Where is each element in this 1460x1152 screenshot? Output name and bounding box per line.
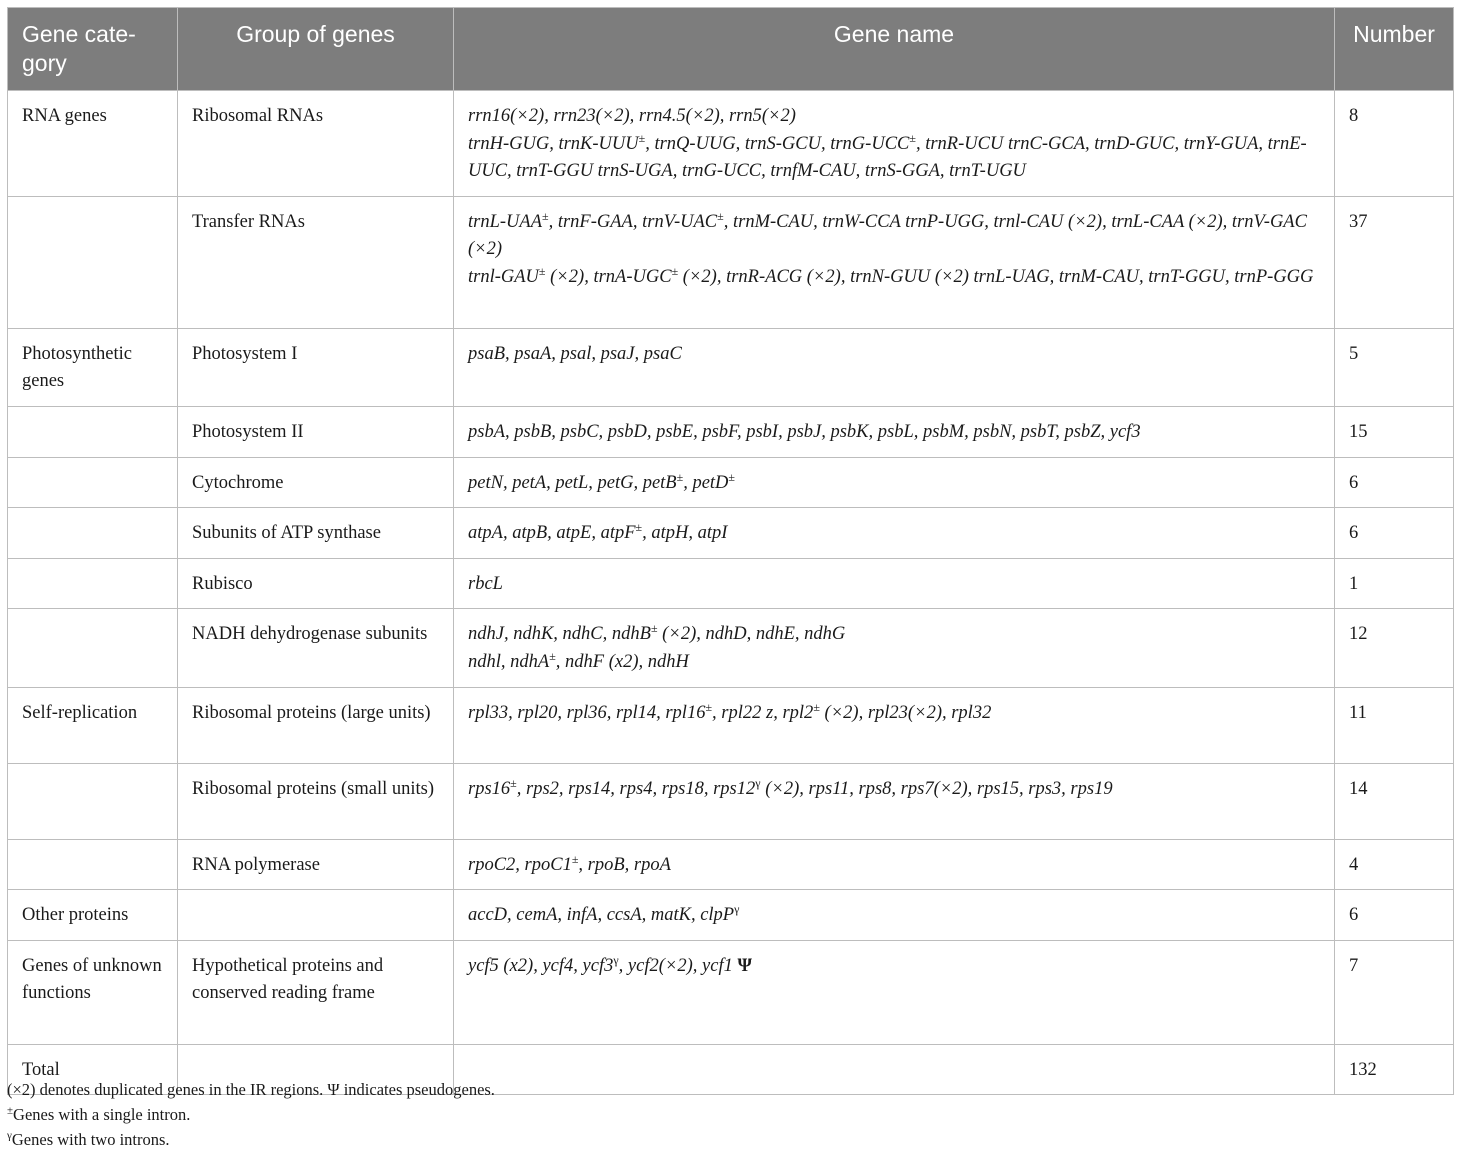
table-row (8, 406, 1454, 457)
category-cell (8, 609, 178, 687)
category-cell: RNA genes (8, 91, 178, 197)
gene-name-cell: accD, cemA, infA, ccsA, matK, clpP$^\gamma$ (454, 890, 1335, 941)
category-cell (8, 508, 178, 559)
footnote-two-introns: $^\gamma$Genes with two introns. (7, 1129, 170, 1149)
table-row (8, 609, 1454, 687)
gene-table (7, 7, 1454, 1095)
gene-name-cell: rps16±, rps2, rps14, rps4, rps18, $rps12^\gamma$ (×2), rps11, rps8, rps7(×2), rps15, rps3, rps19 (454, 763, 1335, 839)
group-cell: Subunits of ATP synthase (178, 508, 454, 559)
group-cell: NADH dehydrogenase subunits (178, 609, 454, 687)
gene-name-cell: atpA, atpB, atpE, atpF±, atpH, atpI (454, 508, 1335, 559)
category-cell (8, 457, 178, 508)
group-cell: Transfer RNAs (178, 196, 454, 328)
group-cell: Ribosomal RNAs (178, 91, 454, 197)
table-row (8, 508, 1454, 559)
number-cell: 7 (1335, 940, 1454, 1044)
gene-name-cell: petN, petA, petL, petG, petB±, petD± (454, 457, 1335, 508)
category-cell (8, 839, 178, 890)
number-cell: 8 (1335, 91, 1454, 197)
category-cell: Total (8, 1044, 178, 1095)
table-row (8, 328, 1454, 406)
number-cell: 37 (1335, 196, 1454, 328)
gene-name-cell: rrn16(×2), rrn23(×2), rrn4.5(×2), rrn5(×2) trnH-GUG, trnK-UUU±, trnQ-UUG, trnS-GCU, trnG-UCC±, trnR-UCU trnC-GCA, trnD-GUC, trnY-GUA, trnE-UUC, trnT-GGU trnS-UGA, trnG-UCC, trnfM-CAU, trnS-GGA, trnT-UGU (454, 91, 1335, 197)
category-cell (8, 558, 178, 609)
number-cell: 5 (1335, 328, 1454, 406)
group-cell: Photosystem II (178, 406, 454, 457)
gene-name-cell (454, 1044, 1335, 1095)
group-cell (178, 890, 454, 941)
gene-name-cell: psaB, psaA, psal, psaJ, psaC (454, 328, 1335, 406)
gene-name-cell: rpoC2, rpoC1±, rpoB, rpoA (454, 839, 1335, 890)
header-gene-name: Gene name (454, 8, 1335, 91)
number-cell: 132 (1335, 1044, 1454, 1095)
table-row (8, 687, 1454, 763)
category-cell: Genes of unknown functions (8, 940, 178, 1044)
group-cell: Rubisco (178, 558, 454, 609)
gene-name-cell: rpl33, rpl20, rpl36, rpl14, rpl16±, rpl22 z, rpl2± (×2), rpl23(×2), rpl32 (454, 687, 1335, 763)
gene-name-cell: trnL-UAA±, trnF-GAA, trnV-UAC±, trnM-CAU, trnW-CCA trnP-UGG, trnl-CAU (×2), trnL-CAA (×2), trnV-GAC (×2) trnl-GAU± (×2), trnA-UGC± (×2), trnR-ACG (×2), trnN-GUU (×2) trnL-UAG, trnM-CAU, trnT-GGU, trnP-GGG (454, 196, 1335, 328)
number-cell: 6 (1335, 457, 1454, 508)
gene-name-cell: ycf5 (x2), ycf4, $ycf3^\gamma$, ycf2(×2), ycf1 Ψ (454, 940, 1335, 1044)
category-cell: Self-replication (8, 687, 178, 763)
table-row (8, 196, 1454, 328)
gene-name-cell: psbA, psbB, psbC, psbD, psbE, psbF, psbI, psbJ, psbK, psbL, psbM, psbN, psbT, psbZ, ycf3 (454, 406, 1335, 457)
number-cell: 6 (1335, 890, 1454, 941)
footnote-single-intron: ±Genes with a single intron. (7, 1104, 191, 1124)
number-cell: 14 (1335, 763, 1454, 839)
number-cell: 4 (1335, 839, 1454, 890)
group-cell: Cytochrome (178, 457, 454, 508)
table-row (8, 91, 1454, 197)
header-row (8, 8, 1454, 91)
category-cell (8, 763, 178, 839)
table-row (8, 940, 1454, 1044)
table-row (8, 839, 1454, 890)
number-cell: 15 (1335, 406, 1454, 457)
header-number: Number (1335, 8, 1454, 91)
group-cell: Photosystem I (178, 328, 454, 406)
header-gene-category: Gene cate- gory (8, 8, 178, 91)
category-cell (8, 406, 178, 457)
gene-name-cell: rbcL (454, 558, 1335, 609)
group-cell: Hypothetical proteins and conserved reading frame (178, 940, 454, 1044)
number-cell: 1 (1335, 558, 1454, 609)
number-cell: 6 (1335, 508, 1454, 559)
header-group-of-genes: Group of genes (178, 8, 454, 91)
group-cell: Ribosomal proteins (small units) (178, 763, 454, 839)
psi-symbol: Ψ (737, 955, 752, 976)
number-cell: 11 (1335, 687, 1454, 763)
category-cell: Other proteins (8, 890, 178, 941)
gene-name-cell: ndhJ, ndhK, ndhC, ndhB± (×2), ndhD, ndhE, ndhG ndhl, ndhA±, ndhF (x2), ndhH (454, 609, 1335, 687)
table-row (8, 763, 1454, 839)
footnote-duplicated: (×2) denotes duplicated genes in the IR regions. Ψ indicates pseudogenes. (7, 1080, 495, 1099)
table-footnotes (7, 1077, 495, 1152)
table-row (8, 457, 1454, 508)
number-cell: 12 (1335, 609, 1454, 687)
category-cell (8, 196, 178, 328)
table-row (8, 890, 1454, 941)
group-cell: RNA polymerase (178, 839, 454, 890)
table-row (8, 558, 1454, 609)
group-cell: Ribosomal proteins (large units) (178, 687, 454, 763)
category-cell: Photosynthetic genes (8, 328, 178, 406)
